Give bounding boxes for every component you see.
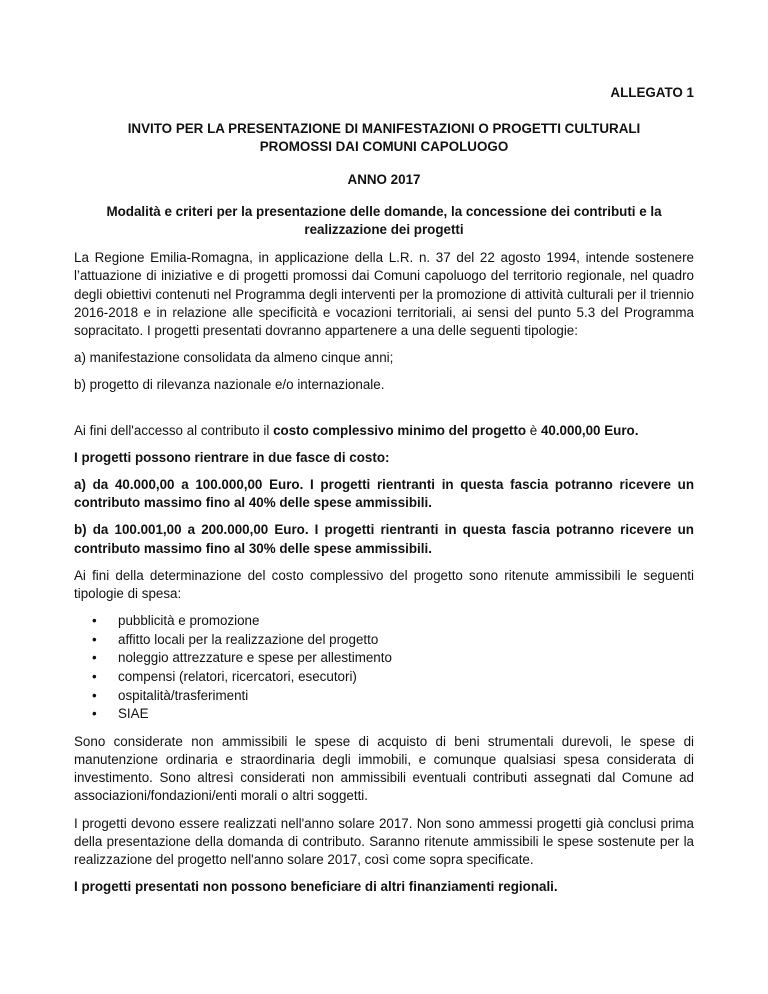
realizzazione-paragraph: I progetti devono essere realizzati nell'anno solare 2017. Non sono ammessi progetti già conclusi prima della presentazione della domanda di contributo. Saranno ritenute ammissibili le spese sostenute per la realizzazione del progetto nell'anno solare 2017, così come sopra specificate. [74,815,694,868]
spese-list [74,612,694,724]
list-item: • affitto locali per la realizzazione del progetto [92,631,694,650]
altri-finanziamenti-paragraph: I progetti presentati non possono beneficiare di altri finanziamenti regionali. [74,879,558,895]
non-ammissibili-paragraph: Sono considerate non ammissibili le spese di acquisto di beni strumentali durevoli, le spese di manutenzione ordinaria e straordinaria degli immobili, e comunque qualsiasi spesa considerata di investimento. Sono altresì considerati non ammissibili eventuali contributi assegnati dal Comune ad associazioni/fondazioni/enti morali o altri soggetti. [74,733,694,804]
list-item: • ospitalità/trasferimenti [92,687,694,706]
spese-intro: Ai fini della determinazione del costo complessivo del progetto sono ritenute ammissibili le seguenti tipologie di spesa: [74,567,694,602]
fascia-b: b) da 100.001,00 a 200.000,00 Euro. I progetti rientranti in questa fascia potranno ricevere un contributo massimo fino al 30% delle spese ammissibili. [74,522,694,556]
fasce-intro: I progetti possono rientrare in due fasce di costo: [74,449,390,465]
allegato-label: ALLEGATO 1 [610,85,694,100]
costo-minimo-paragraph [74,422,694,440]
costo-minimo-bold-label: costo complessivo minimo del progetto [273,422,527,438]
document-year: ANNO 2017 [347,171,421,187]
costo-minimo-value: 40.000,00 Euro. [540,422,639,438]
list-item: • compensi (relatori, ricercatori, esecutori) [92,668,694,687]
list-item: • SIAE [92,705,694,724]
costo-minimo-mid: è [526,422,541,438]
fascia-a: a) da 40.000,00 a 100.000,00 Euro. I progetti rientranti in questa fascia potranno ricevere un contributo massimo fino al 40% delle spese ammissibili. [74,477,694,511]
document-title: INVITO PER LA PRESENTAZIONE DI MANIFESTAZIONI O PROGETTI CULTURALI PROMOSSI DAI COMUNI CAPOLUOGO [127,121,641,155]
document-subtitle: Modalità e criteri per la presentazione delle domande, la concessione dei contributi e la realizzazione dei progetti [106,203,662,238]
intro-paragraph: La Regione Emilia-Romagna, in applicazione della L.R. n. 37 del 22 agosto 1994, intende sostenere l’attuazione di iniziative e di progetti promossi dai Comuni capoluogo del territorio regionale, nel quadro degli obiettivi contenuti nel Programma degli interventi per la promozione di attività culturali per il triennio 2016-2018 e in relazione alle specificità e vocazioni territoriali, ai sensi del punto 5.3 del Programma sopracitato. I progetti presentati dovranno appartenere a una delle seguenti tipologie: [74,250,694,339]
list-item: • pubblicità e promozione [92,612,694,631]
costo-minimo-prefix: Ai fini dell'accesso al contributo il [74,422,274,438]
list-item: • noleggio attrezzature e spese per allestimento [92,649,694,668]
tipologia-a: a) manifestazione consolidata da almeno cinque anni; [74,350,394,366]
tipologia-b: b) progetto di rilevanza nazionale e/o internazionale. [74,377,385,393]
